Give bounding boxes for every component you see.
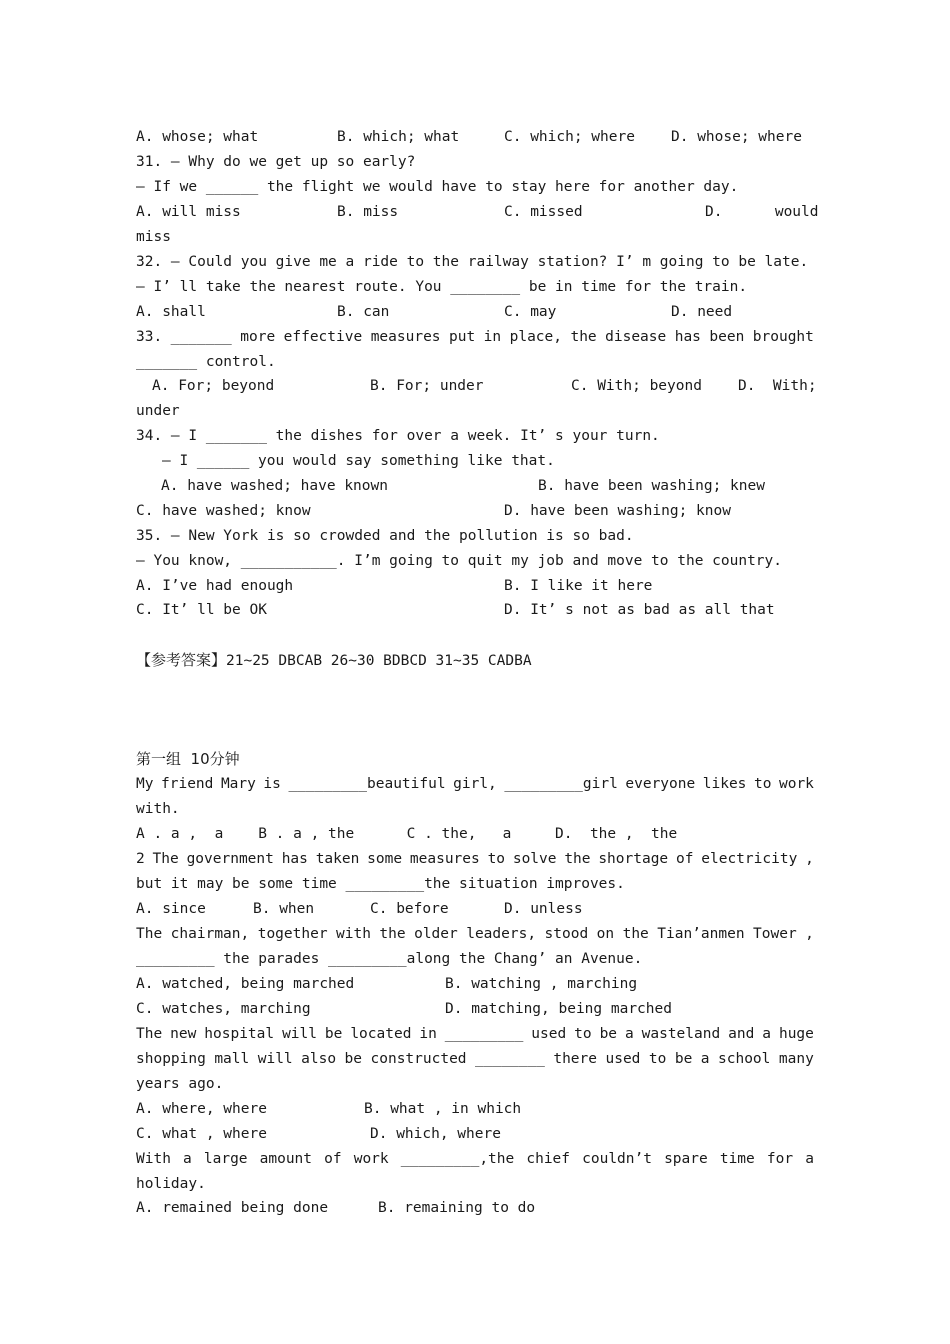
word: has bbox=[281, 851, 308, 867]
word: school bbox=[718, 1051, 771, 1067]
word: been bbox=[709, 329, 745, 345]
q33-option-d: D. With; bbox=[738, 378, 817, 394]
q35-option-c: C. It’ ll be OK bbox=[136, 602, 267, 618]
s2-q4-option-b: B. what , in which bbox=[364, 1101, 522, 1117]
q35-option-d: D. It’ s not as bad as all that bbox=[504, 602, 775, 618]
word: brought bbox=[752, 329, 814, 345]
q32-reply: — I’ ll take the nearest route. You ________ be in time for the train. bbox=[136, 279, 748, 295]
q35-question: 35. — New York is so crowded and the pollution is so bad. bbox=[136, 528, 634, 544]
s2-q3-option-c: C. watches, marching bbox=[136, 1001, 311, 1017]
word: the bbox=[622, 926, 649, 942]
word: 33. bbox=[136, 329, 163, 345]
q30-option-b: B. which; what bbox=[337, 129, 460, 145]
word: _________,the bbox=[400, 1151, 515, 1167]
q31-reply: — If we ______ the flight we would have to stay here for another day. bbox=[136, 179, 739, 195]
q33-option-a: A. For; beyond bbox=[152, 378, 275, 394]
word: shopping bbox=[136, 1051, 206, 1067]
answer-key-text: 21~25 DBCAB 26~30 BDBCD 31~35 CADBA bbox=[226, 653, 532, 669]
s2-q3-option-a: A. watched, being marched bbox=[136, 976, 355, 992]
word: is bbox=[263, 776, 281, 792]
s2-q1-options: A . a , a B . a , the C . the, a D. the , the bbox=[136, 826, 678, 842]
s2-q3-option-d: D. matching, being marched bbox=[445, 1001, 672, 1017]
word: taken bbox=[315, 851, 360, 867]
s2-q1-line-1 bbox=[136, 774, 814, 794]
word: located bbox=[350, 1026, 412, 1042]
word: amount bbox=[259, 1151, 313, 1167]
word: _________girl bbox=[504, 776, 618, 792]
word: large bbox=[203, 1151, 248, 1167]
section-heading: 第一组 10分钟 bbox=[136, 750, 240, 768]
word: older bbox=[414, 926, 458, 942]
s2-q2-option-c: C. before bbox=[370, 901, 449, 917]
word: The bbox=[136, 1026, 163, 1042]
word: work bbox=[353, 1151, 389, 1167]
word: effective bbox=[283, 329, 363, 345]
s2-q2-line-2: but it may be some time _________the situation improves. bbox=[136, 876, 625, 892]
word: a bbox=[762, 1026, 772, 1042]
word: to bbox=[753, 776, 772, 792]
word: time bbox=[719, 1151, 755, 1167]
word: there bbox=[553, 1051, 597, 1067]
word: of bbox=[324, 1151, 342, 1167]
q33-line-1 bbox=[136, 327, 814, 347]
word: to bbox=[574, 1026, 592, 1042]
s2-q5-option-b: B. remaining to do bbox=[378, 1200, 536, 1216]
word: everyone bbox=[625, 776, 696, 792]
word: wasteland bbox=[641, 1026, 721, 1042]
word: together bbox=[257, 926, 328, 942]
s2-q4-option-a: A. where, where bbox=[136, 1101, 267, 1117]
word: new bbox=[170, 1026, 197, 1042]
s2-q4-line-1 bbox=[136, 1024, 814, 1044]
q30-option-a: A. whose; what bbox=[136, 129, 259, 145]
word: solve bbox=[512, 851, 557, 867]
word: more bbox=[240, 329, 276, 345]
q33-option-d-cont: under bbox=[136, 403, 180, 419]
word: on bbox=[596, 926, 615, 942]
word: with bbox=[336, 926, 371, 942]
word: electricity bbox=[701, 851, 798, 867]
word: will bbox=[257, 1051, 293, 1067]
q34-option-c: C. have washed; know bbox=[136, 503, 311, 519]
s2-q3-line-1 bbox=[136, 924, 814, 944]
s2-q3-option-b: B. watching , marching bbox=[445, 976, 638, 992]
word: mall bbox=[214, 1051, 250, 1067]
word: government bbox=[186, 851, 274, 867]
s2-q4-option-c: C. what , where bbox=[136, 1126, 267, 1142]
s2-q2-option-b: B. when bbox=[253, 901, 315, 917]
word: _______ bbox=[170, 329, 232, 345]
q34-reply: — I ______ you would say something like that. bbox=[162, 453, 555, 469]
q33-line-2: _______ control. bbox=[136, 354, 276, 370]
q34-option-d: D. have been washing; know bbox=[504, 503, 731, 519]
word: chief bbox=[526, 1151, 571, 1167]
word: leaders, bbox=[466, 926, 537, 942]
word: of bbox=[675, 851, 694, 867]
word: disease bbox=[605, 329, 667, 345]
q33-option-b: B. For; under bbox=[370, 378, 484, 394]
word: The bbox=[136, 926, 163, 942]
answer-key bbox=[136, 650, 532, 671]
s2-q4-line-3: years ago. bbox=[136, 1076, 224, 1092]
word: be bbox=[344, 1051, 363, 1067]
q31-option-d: D. would bbox=[705, 204, 819, 220]
q34-option-b: B. have been washing; knew bbox=[538, 478, 765, 494]
word: couldn’t bbox=[582, 1151, 652, 1167]
q34-question: 34. — I _______ the dishes for over a week. It’ s your turn. bbox=[136, 428, 660, 444]
s2-q3-line-2: _________ the parades _________along the Chang’ an Avenue. bbox=[136, 951, 643, 967]
word: _________beautiful bbox=[288, 776, 446, 792]
word: huge bbox=[778, 1026, 814, 1042]
word: many bbox=[778, 1051, 814, 1067]
answer-key-label: 【参考答案】 bbox=[136, 651, 227, 669]
word: Tian’anmen bbox=[657, 926, 745, 942]
q30-option-c: C. which; where bbox=[504, 129, 635, 145]
word: _________ bbox=[444, 1026, 524, 1042]
word: to bbox=[648, 1051, 667, 1067]
word: Mary bbox=[220, 776, 256, 792]
word: used bbox=[531, 1026, 567, 1042]
word: spare bbox=[664, 1151, 708, 1167]
q32-option-b: B. can bbox=[337, 304, 390, 320]
q34-option-a: A. have washed; have known bbox=[161, 478, 388, 494]
q33-option-c: C. With; beyond bbox=[571, 378, 702, 394]
word: in bbox=[419, 1026, 437, 1042]
s2-q4-option-d: D. which, where bbox=[370, 1126, 501, 1142]
s2-q5-option-a: A. remained being done bbox=[136, 1200, 329, 1216]
word: to bbox=[487, 851, 506, 867]
q31-option-c: C. missed bbox=[504, 204, 583, 220]
q35-option-a: A. I’ve had enough bbox=[136, 578, 294, 594]
word: a bbox=[183, 1151, 192, 1167]
word: and bbox=[728, 1026, 755, 1042]
word: a bbox=[700, 1051, 710, 1067]
q32-option-c: C. may bbox=[504, 304, 557, 320]
word: place, bbox=[509, 329, 562, 345]
word: in bbox=[483, 329, 502, 345]
s2-q2-option-a: A. since bbox=[136, 901, 206, 917]
word: stood bbox=[544, 926, 589, 942]
word: shortage bbox=[598, 851, 669, 867]
word: the bbox=[564, 851, 591, 867]
word: , bbox=[805, 926, 814, 942]
word: With bbox=[136, 1151, 171, 1167]
word: constructed bbox=[370, 1051, 467, 1067]
word: be bbox=[599, 1026, 618, 1042]
q31-option-d-cont: miss bbox=[136, 229, 171, 245]
word: be bbox=[674, 1051, 693, 1067]
word: likes bbox=[702, 776, 747, 792]
word: used bbox=[605, 1051, 641, 1067]
s2-q2-line-1 bbox=[136, 849, 814, 869]
word: some bbox=[367, 851, 403, 867]
word: also bbox=[301, 1051, 337, 1067]
word: a bbox=[624, 1026, 634, 1042]
s2-q4-line-2 bbox=[136, 1049, 814, 1069]
word: chairman, bbox=[170, 926, 250, 942]
s2-q1-line-2: with. bbox=[136, 801, 180, 817]
s2-q5-line-2: holiday. bbox=[136, 1176, 206, 1192]
q31-option-b: B. miss bbox=[337, 204, 399, 220]
word: for bbox=[766, 1151, 794, 1167]
word: hospital bbox=[204, 1026, 275, 1042]
word: My bbox=[136, 776, 154, 792]
word: be bbox=[324, 1026, 343, 1042]
word: work bbox=[778, 776, 814, 792]
word: friend bbox=[161, 776, 214, 792]
q31-option-a: A. will miss bbox=[136, 204, 241, 220]
q35-option-b: B. I like it here bbox=[504, 578, 653, 594]
word: girl, bbox=[453, 776, 497, 792]
word: measures bbox=[409, 851, 480, 867]
q32-question: 32. — Could you give me a ride to the railway station? I’ m going to be late. bbox=[136, 254, 809, 270]
s2-q5-line-1 bbox=[136, 1149, 814, 1169]
word: has bbox=[674, 329, 701, 345]
word: the bbox=[379, 926, 406, 942]
q32-option-a: A. shall bbox=[136, 304, 206, 320]
q35-reply: — You know, ___________. I’m going to quit my job and move to the country. bbox=[136, 553, 783, 569]
word: measures bbox=[370, 329, 441, 345]
word: put bbox=[449, 329, 476, 345]
word: The bbox=[152, 851, 179, 867]
word: the bbox=[570, 329, 597, 345]
q31-question: 31. — Why do we get up so early? bbox=[136, 154, 416, 170]
q30-option-d: D. whose; where bbox=[671, 129, 802, 145]
s2-q2-option-d: D. unless bbox=[504, 901, 583, 917]
word: a bbox=[805, 1151, 814, 1167]
word: will bbox=[282, 1026, 317, 1042]
word: Tower bbox=[753, 926, 797, 942]
word: , bbox=[805, 851, 814, 867]
word: ________ bbox=[475, 1051, 545, 1067]
word: 2 bbox=[136, 851, 145, 867]
q32-option-d: D. need bbox=[671, 304, 733, 320]
